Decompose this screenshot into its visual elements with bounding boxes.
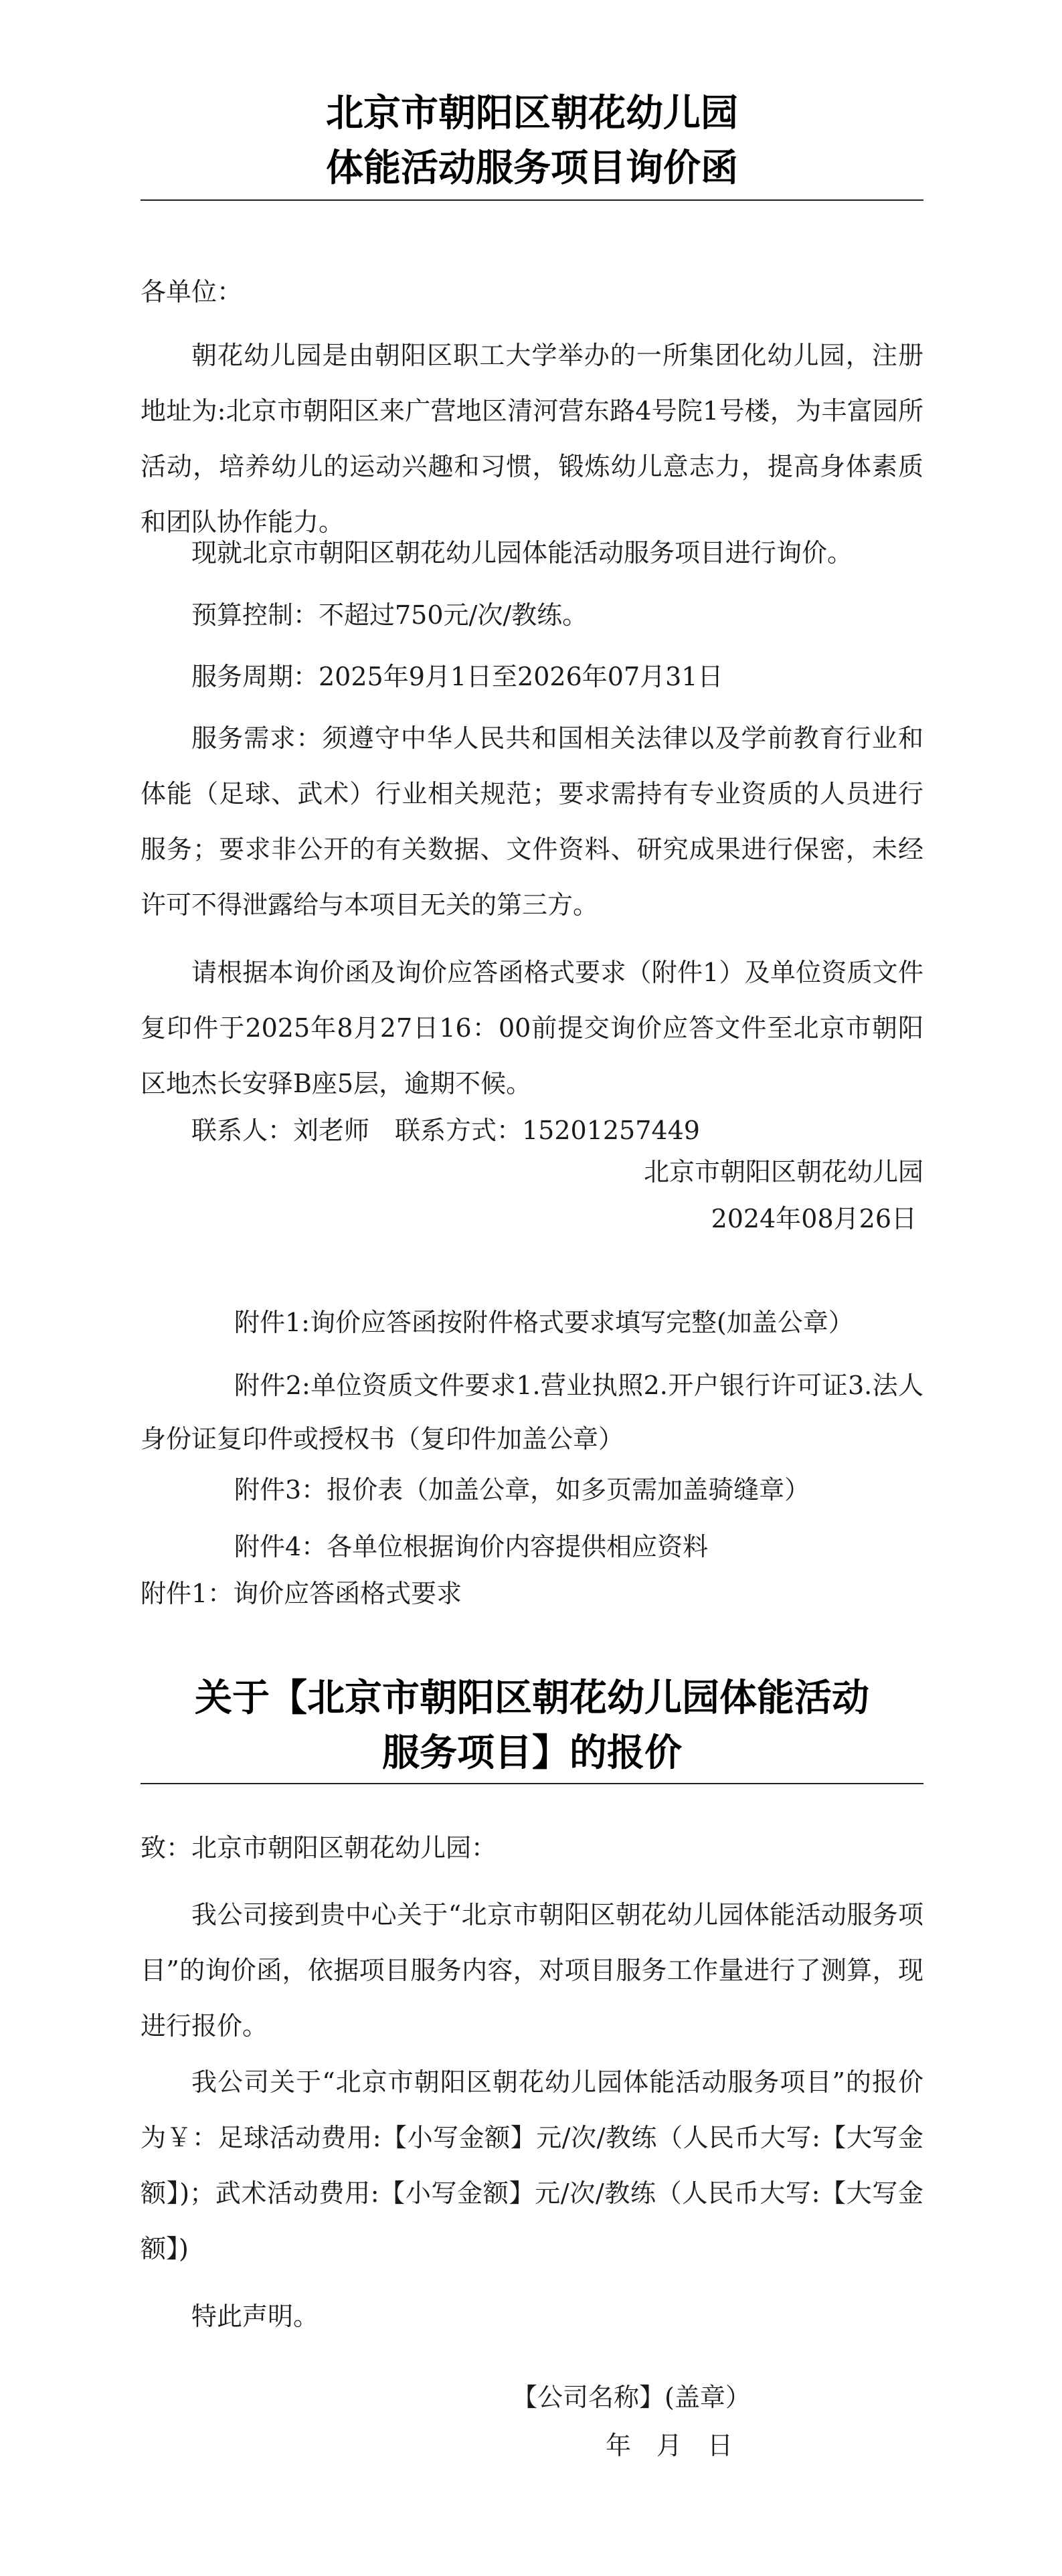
letter2-declaration: 特此声明。 [191, 2302, 319, 2331]
letter1-date: 2024年08月26日 [711, 1204, 917, 1233]
letter1-submission: 请根据本询价函及询价应答函格式要求（附件1）及单位资质文件复印件于2025年8月27日16：00前提交询价应答文件至北京市朝阳区地杰长安驿B座5层，逾期不候。 [141, 958, 923, 1098]
letter2-title-line2: 服务项目】的报价 [382, 1731, 682, 1775]
letter1-inquiry: 现就北京市朝阳区朝花幼儿园体能活动服务项目进行询价。 [191, 538, 853, 568]
letter1-salutation: 各单位： [141, 277, 243, 307]
letter2-title-line1: 关于【北京市朝阳区朝花幼儿园体能活动 [195, 1677, 869, 1720]
letter1-period: 服务周期：2025年9月1日至2026年07月31日 [191, 662, 723, 691]
title-divider-2 [141, 1783, 923, 1784]
attachment-item-4: 附件4：各单位根据询价内容提供相应资料 [234, 1532, 709, 1561]
letter1-requirements: 服务需求：须遵守中华人民共和国相关法律以及学前教育行业和体能（足球、武术）行业相关规范；要求需持有专业资质的人员进行服务；要求非公开的有关数据、文件资料、研究成果进行保密，未经许可不得泄露给与本项目无关的第三方。 [141, 723, 923, 920]
letter1-budget: 预算控制：不超过750元/次/教练。 [191, 600, 588, 630]
letter2-para2: 我公司关于“北京市朝阳区朝花幼儿园体能活动服务项目”的报价为￥：足球活动费用:【小写金额】元/次/教练（人民币大写:【大写金额】)；武术活动费用:【小写金额】元/次/教练（人民币大写:【大写金额】) [141, 2067, 923, 2263]
signature-date: 年 月 日 [606, 2431, 733, 2460]
attachment-heading: 附件1：询价应答函格式要求 [141, 1579, 462, 1608]
company-seal-line: 【公司名称】(盖章） [512, 2383, 751, 2412]
title-divider [141, 199, 923, 201]
letter1-title-line1: 北京市朝阳区朝花幼儿园 [326, 92, 738, 135]
letter1-contact: 联系人：刘老师 联系方式：15201257449 [191, 1116, 700, 1145]
letter1-intro: 朝花幼儿园是由朝阳区职工大学举办的一所集团化幼儿园，注册地址为:北京市朝阳区来广营地区清河营东路4号院1号楼，为丰富园所活动，培养幼儿的运动兴趣和习惯，锻炼幼儿意志力，提高身体素质和团队协作能力。 [141, 341, 923, 537]
letter2-salutation: 致：北京市朝阳区朝花幼儿园： [141, 1833, 497, 1863]
attachment-item-2: 附件2:单位资质文件要求1.营业执照2.开户银行许可证3.法人身份证复印件或授权书（复印件加盖公章） [141, 1371, 923, 1454]
attachment-item-1: 附件1:询价应答函按附件格式要求填写完整(加盖公章） [234, 1308, 854, 1337]
letter1-title-line2: 体能活动服务项目询价函 [326, 147, 738, 190]
letter2-para1: 我公司接到贵中心关于“北京市朝阳区朝花幼儿园体能活动服务项目”的询价函，依据项目服务内容，对项目服务工作量进行了测算，现进行报价。 [141, 1900, 923, 2041]
letter1-issuer: 北京市朝阳区朝花幼儿园 [643, 1157, 923, 1187]
attachment-item-3: 附件3：报价表（加盖公章，如多页需加盖骑缝章） [234, 1475, 810, 1505]
